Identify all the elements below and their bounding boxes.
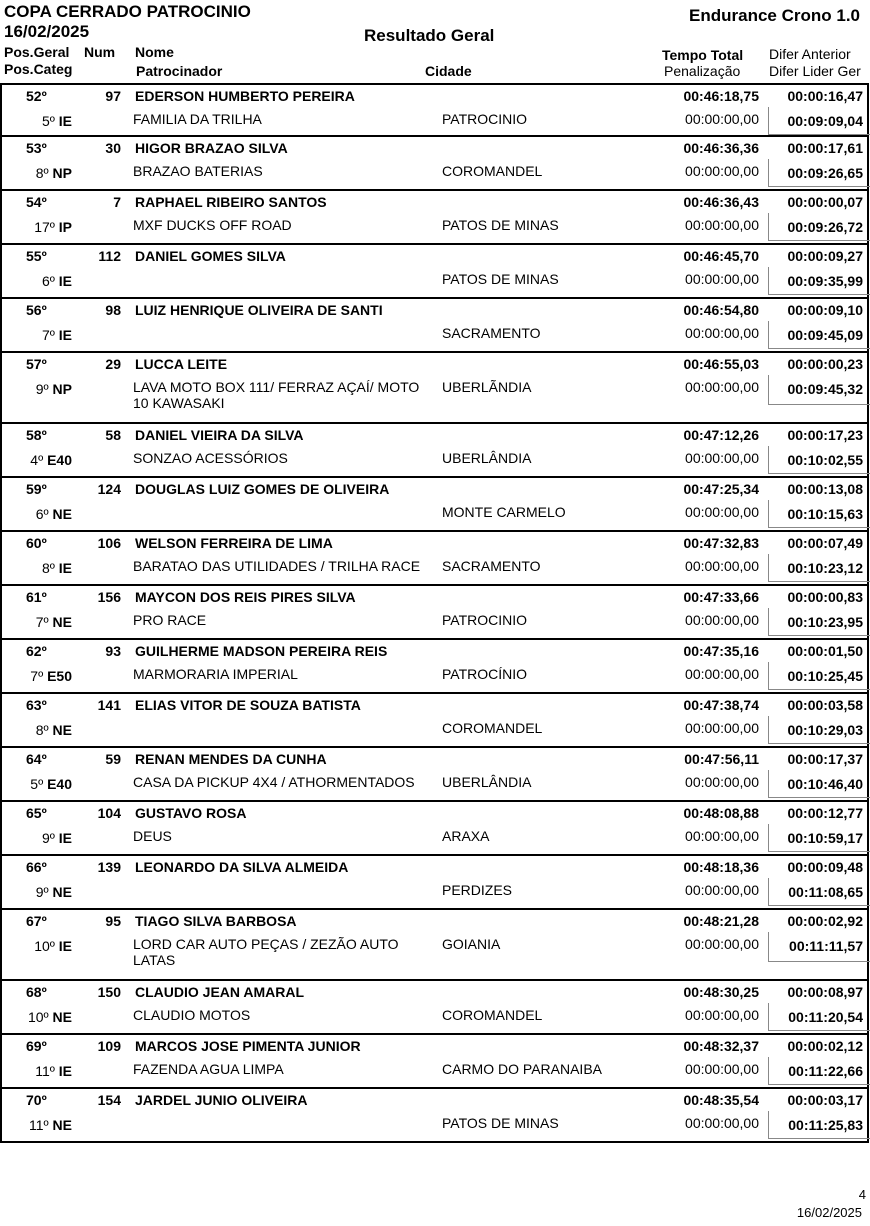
rider-name: RENAN MENDES DA CUNHA [135, 751, 327, 767]
sponsor: BARATAO DAS UTILIDADES / TRILHA RACE [133, 558, 421, 574]
result-entry [0, 748, 869, 802]
sponsor: CLAUDIO MOTOS [133, 1007, 251, 1023]
category-rank: 10º [34, 938, 55, 954]
col-pos-geral: Pos.Geral [4, 44, 70, 60]
total-time: 00:46:45,70 [683, 248, 759, 264]
diff-previous: 00:00:03,58 [787, 697, 863, 713]
category-rank: 6º [41, 273, 55, 289]
rider-name: RAPHAEL RIBEIRO SANTOS [135, 194, 327, 210]
diff-previous: 00:00:09,48 [787, 859, 863, 875]
result-entry [0, 83, 869, 137]
diff-previous: 00:00:17,23 [787, 427, 863, 443]
total-time: 00:48:30,25 [683, 984, 759, 1000]
category-code: IP [58, 219, 72, 235]
category-code: NE [52, 506, 72, 522]
diff-leader: 00:11:08,65 [788, 884, 863, 900]
penalty: 00:00:00,00 [685, 504, 759, 520]
category-code: IE [58, 1063, 72, 1079]
rider-number: 106 [97, 535, 121, 551]
category-code: IE [58, 938, 72, 954]
diff-previous: 00:00:03,17 [787, 1092, 863, 1108]
rider-number: 98 [105, 302, 121, 318]
total-time: 00:47:12,26 [683, 427, 759, 443]
col-nome: Nome [135, 44, 174, 60]
rider-number: 112 [98, 248, 121, 264]
rider-number: 156 [97, 589, 121, 605]
result-entry [0, 694, 869, 748]
category-position [10, 1009, 72, 1025]
result-entry [0, 910, 869, 981]
rider-name: DANIEL VIEIRA DA SILVA [135, 427, 304, 443]
category-code: IE [58, 113, 72, 129]
result-entry [0, 1089, 869, 1143]
city: GOIANIA [442, 936, 501, 952]
rider-name: MAYCON DOS REIS PIRES SILVA [135, 589, 356, 605]
category-rank: 8º [35, 165, 49, 181]
footer-date: 16/02/2025 [796, 1205, 862, 1220]
diff-previous: 00:00:02,12 [787, 1038, 863, 1054]
diff-leader: 00:10:25,45 [787, 668, 863, 684]
total-time: 00:48:35,54 [683, 1092, 759, 1108]
category-rank: 17º [34, 219, 55, 235]
category-position [10, 938, 72, 954]
rider-number: 29 [105, 356, 121, 372]
city: COROMANDEL [442, 1007, 543, 1023]
diff-previous: 00:00:13,08 [787, 481, 863, 497]
penalty: 00:00:00,00 [685, 163, 759, 179]
diff-leader: 00:09:35,99 [787, 273, 863, 289]
city: PERDIZES [442, 882, 513, 898]
category-position [10, 452, 72, 468]
total-time: 00:46:55,03 [683, 356, 759, 372]
rider-name: EDERSON HUMBERTO PEREIRA [135, 88, 355, 104]
category-code: NP [52, 381, 72, 397]
category-rank: 10º [27, 1009, 49, 1025]
position: 68º [26, 984, 47, 1000]
diff-previous: 00:00:17,61 [787, 140, 863, 156]
category-position [10, 219, 72, 235]
rider-number: 93 [105, 643, 121, 659]
position: 52º [26, 88, 47, 104]
col-penalizacao: Penalização [664, 63, 741, 79]
result-entry [0, 299, 869, 353]
total-time: 00:47:56,11 [684, 751, 759, 767]
penalty: 00:00:00,00 [685, 450, 759, 466]
diff-leader: 00:10:59,17 [787, 830, 863, 846]
category-code: NE [52, 614, 72, 630]
rider-number: 97 [105, 88, 121, 104]
city: PATOS DE MINAS [442, 217, 559, 233]
result-entry [0, 191, 869, 245]
city: PATROCINIO [442, 111, 528, 127]
rider-name: LUCCA LEITE [135, 356, 228, 372]
category-code: NE [52, 1009, 72, 1025]
software-name: Endurance Crono 1.0 [689, 6, 860, 25]
position: 64º [26, 751, 47, 767]
position: 67º [26, 913, 47, 929]
rider-name: GUILHERME MADSON PEREIRA REIS [135, 643, 388, 659]
total-time: 00:48:32,37 [683, 1038, 759, 1054]
diff-leader: 00:10:23,95 [787, 614, 863, 630]
category-code: NE [52, 884, 72, 900]
city: UBERLÂNDIA [442, 450, 532, 466]
category-rank: 6º [35, 506, 49, 522]
diff-leader: 00:11:11,57 [789, 938, 863, 954]
total-time: 00:48:21,28 [683, 913, 759, 929]
city: ARAXA [442, 828, 490, 844]
result-entry [0, 802, 869, 856]
sponsor: MARMORARIA IMPERIAL [133, 666, 298, 682]
category-position [10, 560, 72, 576]
position: 54º [26, 194, 47, 210]
result-entry [0, 1035, 869, 1089]
category-position [10, 668, 72, 684]
city: PATOS DE MINAS [442, 1115, 559, 1131]
rider-number: 30 [105, 140, 121, 156]
rider-number: 139 [97, 859, 121, 875]
category-code: IE [58, 830, 72, 846]
col-difer-lider: Difer Lider Ger [769, 63, 861, 79]
event-title: COPA CERRADO PATROCINIO [4, 2, 251, 21]
rider-number: 150 [97, 984, 121, 1000]
position: 65º [26, 805, 47, 821]
city: UBERLÃNDIA [442, 379, 532, 395]
diff-leader: 00:10:23,12 [787, 560, 863, 576]
position: 55º [26, 248, 47, 264]
penalty: 00:00:00,00 [685, 612, 759, 628]
category-code: IE [58, 560, 72, 576]
diff-leader: 00:09:09,04 [787, 113, 863, 129]
result-entry [0, 424, 869, 478]
category-position [10, 273, 72, 289]
penalty: 00:00:00,00 [685, 1061, 759, 1077]
result-entry [0, 353, 869, 424]
category-rank: 11º [35, 1063, 55, 1079]
position: 60º [26, 535, 47, 551]
category-rank: 11º [29, 1117, 49, 1133]
diff-previous: 00:00:07,49 [787, 535, 863, 551]
diff-leader: 00:09:45,09 [787, 327, 863, 343]
category-rank: 4º [30, 452, 44, 468]
rider-name: WELSON FERREIRA DE LIMA [135, 535, 333, 551]
category-rank: 9º [35, 381, 49, 397]
position: 69º [26, 1038, 47, 1054]
category-code: E40 [47, 776, 72, 792]
rider-number: 7 [113, 194, 121, 210]
diff-leader: 00:10:15,63 [787, 506, 863, 522]
penalty: 00:00:00,00 [685, 882, 759, 898]
result-entry [0, 981, 869, 1035]
total-time: 00:47:32,83 [683, 535, 759, 551]
position: 62º [26, 643, 47, 659]
category-position [10, 506, 72, 522]
col-pos-categ: Pos.Categ [4, 61, 73, 77]
rider-name: HIGOR BRAZAO SILVA [135, 140, 288, 156]
penalty: 00:00:00,00 [685, 558, 759, 574]
category-position [10, 830, 72, 846]
col-patrocinador: Patrocinador [136, 63, 223, 79]
position: 57º [26, 356, 47, 372]
page-number: 4 [858, 1187, 866, 1202]
city: PATROCÍNIO [442, 666, 528, 682]
category-code: NE [52, 1117, 72, 1133]
total-time: 00:47:25,34 [683, 481, 759, 497]
total-time: 00:47:35,16 [683, 643, 759, 659]
total-time: 00:48:08,88 [683, 805, 759, 821]
col-difer-anterior: Difer Anterior [769, 46, 851, 62]
category-rank: 8º [41, 560, 55, 576]
position: 66º [26, 859, 47, 875]
total-time: 00:46:36,36 [683, 140, 759, 156]
category-position [10, 381, 72, 397]
total-time: 00:46:18,75 [683, 88, 759, 104]
col-num: Num [84, 44, 116, 60]
result-entry [0, 640, 869, 694]
sponsor: DEUS [133, 828, 172, 844]
city: SACRAMENTO [442, 558, 541, 574]
diff-previous: 00:00:00,23 [787, 356, 863, 372]
category-code: E50 [47, 668, 72, 684]
diff-previous: 00:00:01,50 [787, 643, 863, 659]
total-time: 00:48:18,36 [683, 859, 759, 875]
result-entry [0, 245, 869, 299]
position: 56º [26, 302, 47, 318]
results-table [0, 83, 870, 1143]
diff-previous: 00:00:09,27 [787, 248, 863, 264]
category-position [10, 113, 72, 129]
result-entry [0, 856, 869, 910]
penalty: 00:00:00,00 [685, 379, 759, 395]
rider-number: 59 [105, 751, 121, 767]
city: COROMANDEL [442, 720, 543, 736]
rider-number: 109 [97, 1038, 121, 1054]
diff-leader: 00:11:20,54 [788, 1009, 863, 1025]
diff-previous: 00:00:02,92 [787, 913, 863, 929]
category-position [10, 1063, 72, 1079]
city: PATROCINIO [442, 612, 528, 628]
diff-previous: 00:00:17,37 [787, 751, 863, 767]
city: UBERLÂNDIA [442, 774, 532, 790]
category-position [10, 614, 72, 630]
position: 61º [26, 589, 47, 605]
col-cidade: Cidade [425, 63, 472, 79]
rider-name: LUIZ HENRIQUE OLIVEIRA DE SANTI [135, 302, 383, 318]
diff-leader: 00:09:26,72 [787, 219, 863, 235]
penalty: 00:00:00,00 [685, 774, 759, 790]
category-rank: 7º [30, 668, 44, 684]
penalty: 00:00:00,00 [685, 720, 759, 736]
result-entry [0, 137, 869, 191]
total-time: 00:46:36,43 [683, 194, 759, 210]
diff-previous: 00:00:12,77 [787, 805, 863, 821]
category-rank: 9º [35, 884, 49, 900]
penalty: 00:00:00,00 [685, 325, 759, 341]
rider-name: GUSTAVO ROSA [135, 805, 247, 821]
category-code: NE [52, 722, 72, 738]
rider-name: DANIEL GOMES SILVA [135, 248, 286, 264]
penalty: 00:00:00,00 [685, 666, 759, 682]
diff-leader: 00:10:46,40 [787, 776, 863, 792]
diff-previous: 00:00:00,07 [787, 194, 863, 210]
penalty: 00:00:00,00 [685, 1007, 759, 1023]
rider-number: 58 [105, 427, 121, 443]
penalty: 00:00:00,00 [685, 217, 759, 233]
position: 59º [26, 481, 47, 497]
result-entry [0, 532, 869, 586]
sponsor: SONZAO ACESSÓRIOS [133, 450, 288, 466]
diff-leader: 00:10:29,03 [787, 722, 863, 738]
position: 53º [26, 140, 47, 156]
rider-number: 154 [97, 1092, 121, 1108]
report-title: Resultado Geral [364, 26, 495, 45]
penalty: 00:00:00,00 [685, 828, 759, 844]
category-code: E40 [47, 452, 72, 468]
sponsor: FAMILIA DA TRILHA [133, 111, 262, 127]
diff-previous: 00:00:08,97 [787, 984, 863, 1000]
city: COROMANDEL [442, 163, 543, 179]
city: PATOS DE MINAS [442, 271, 559, 287]
rider-name: ELIAS VITOR DE SOUZA BATISTA [135, 697, 361, 713]
sponsor: BRAZAO BATERIAS [133, 163, 263, 179]
position: 58º [26, 427, 47, 443]
city: MONTE CARMELO [442, 504, 566, 520]
diff-leader: 00:09:26,65 [787, 165, 863, 181]
event-date: 16/02/2025 [4, 22, 90, 41]
total-time: 00:47:38,74 [683, 697, 759, 713]
rider-name: TIAGO SILVA BARBOSA [135, 913, 297, 929]
rider-name: MARCOS JOSE PIMENTA JUNIOR [135, 1038, 361, 1054]
diff-leader: 00:10:02,55 [787, 452, 863, 468]
rider-number: 95 [105, 913, 121, 929]
category-rank: 7º [41, 327, 55, 343]
sponsor: PRO RACE [133, 612, 207, 628]
sponsor: FAZENDA AGUA LIMPA [133, 1061, 284, 1077]
penalty: 00:00:00,00 [685, 1115, 759, 1131]
rider-name: JARDEL JUNIO OLIVEIRA [135, 1092, 308, 1108]
city: CARMO DO PARANAIBA [442, 1061, 602, 1077]
category-rank: 8º [35, 722, 49, 738]
diff-leader: 00:09:45,32 [787, 381, 863, 397]
result-entry [0, 478, 869, 532]
city: SACRAMENTO [442, 325, 541, 341]
category-position [10, 776, 72, 792]
sponsor: LAVA MOTO BOX 111/ FERRAZ AÇAÍ/ MOTO 10 KAWASAKI [133, 379, 420, 411]
diff-previous: 00:00:16,47 [787, 88, 863, 104]
category-position [10, 722, 72, 738]
col-tempo-total: Tempo Total [662, 47, 744, 63]
category-position [10, 884, 72, 900]
rider-number: 124 [97, 481, 121, 497]
total-time: 00:47:33,66 [683, 589, 759, 605]
penalty: 00:00:00,00 [685, 271, 759, 287]
category-position [10, 165, 72, 181]
rider-name: CLAUDIO JEAN AMARAL [135, 984, 305, 1000]
category-position [10, 1117, 72, 1133]
sponsor: MXF DUCKS OFF ROAD [133, 217, 292, 233]
rider-number: 104 [97, 805, 121, 821]
rider-name: LEONARDO DA SILVA ALMEIDA [135, 859, 349, 875]
category-code: IE [58, 327, 72, 343]
category-rank: 9º [41, 830, 55, 846]
category-code: IE [58, 273, 72, 289]
rider-name: DOUGLAS LUIZ GOMES DE OLIVEIRA [135, 481, 390, 497]
position: 63º [26, 697, 47, 713]
diff-previous: 00:00:00,83 [787, 589, 863, 605]
rider-number: 141 [97, 697, 121, 713]
category-rank: 7º [35, 614, 49, 630]
sponsor: CASA DA PICKUP 4X4 / ATHORMENTADOS [133, 774, 415, 790]
position: 70º [26, 1092, 47, 1108]
diff-leader: 00:11:25,83 [788, 1117, 863, 1133]
total-time: 00:46:54,80 [683, 302, 759, 318]
result-entry [0, 586, 869, 640]
penalty: 00:00:00,00 [685, 111, 759, 127]
category-rank: 5º [30, 776, 44, 792]
category-rank: 5º [41, 113, 55, 129]
diff-previous: 00:00:09,10 [787, 302, 863, 318]
category-code: NP [52, 165, 72, 181]
category-position [10, 327, 72, 343]
sponsor: LORD CAR AUTO PEÇAS / ZEZÃO AUTO LATAS [133, 936, 399, 968]
diff-leader: 00:11:22,66 [788, 1063, 863, 1079]
penalty: 00:00:00,00 [685, 936, 759, 952]
